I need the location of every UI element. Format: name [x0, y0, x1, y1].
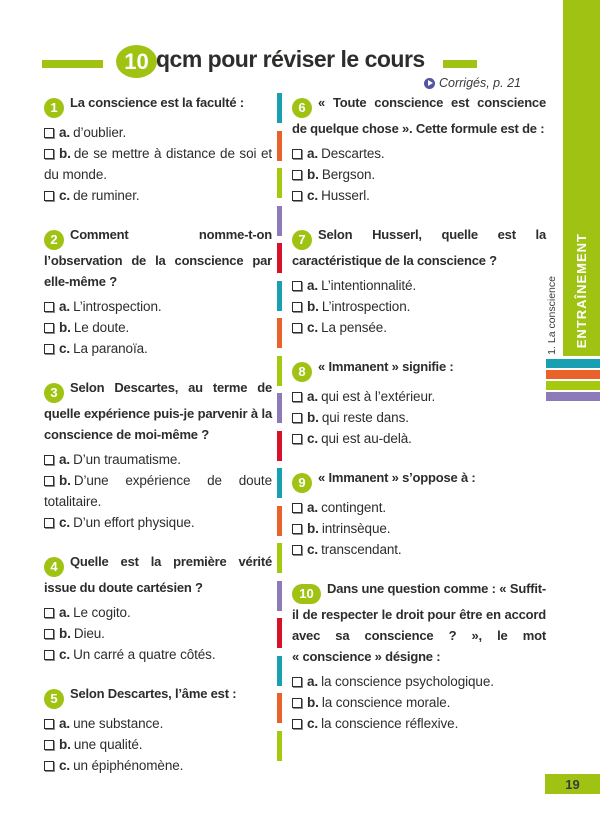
question-text: « Immanent » s’oppose à : [318, 470, 476, 485]
checkbox-icon[interactable] [44, 302, 54, 312]
checkbox-icon[interactable] [292, 323, 302, 333]
option-letter: b. [59, 473, 71, 488]
question-heading [44, 551, 272, 598]
checkbox-icon[interactable] [44, 149, 54, 159]
checkbox-icon[interactable] [44, 476, 54, 486]
question-text: Selon Husserl, quelle est la caractéristique de la conscience ? [292, 227, 546, 268]
option-text: intrinsèque. [321, 521, 391, 536]
option-letter: a. [307, 278, 319, 293]
question-heading [44, 224, 272, 292]
checkbox-icon[interactable] [292, 413, 302, 423]
option-text: L’intentionnalité. [321, 278, 417, 293]
option-letter: b. [59, 737, 71, 752]
sidebar-bar [546, 392, 600, 401]
question-heading [292, 467, 546, 493]
question-block [292, 224, 546, 338]
option-letter: a. [307, 674, 319, 689]
answer-option[interactable] [44, 470, 272, 512]
question-block [44, 683, 272, 776]
option-letter: a. [307, 389, 319, 404]
checkbox-icon[interactable] [44, 740, 54, 750]
answer-option[interactable] [292, 671, 546, 692]
question-heading [292, 356, 546, 382]
question-text: « Immanent » signifie : [318, 359, 454, 374]
option-text: La paranoïa. [73, 341, 148, 356]
divider-segment [277, 281, 282, 311]
question-heading [292, 578, 546, 667]
checkbox-icon[interactable] [44, 629, 54, 639]
option-letter: b. [307, 521, 319, 536]
corriges-link[interactable] [424, 76, 521, 90]
checkbox-icon[interactable] [44, 761, 54, 771]
option-text: la conscience psychologique. [321, 674, 494, 689]
question-options [292, 497, 546, 560]
question-text: Selon Descartes, l’âme est : [70, 686, 237, 701]
divider-segment [277, 506, 282, 536]
questions-column-right [292, 92, 546, 752]
option-text: de se mettre à distance de soi et du monde. [44, 146, 272, 182]
answer-option[interactable] [292, 713, 546, 734]
question-options [292, 671, 546, 734]
answer-option[interactable] [44, 317, 272, 338]
answer-option[interactable] [44, 338, 272, 359]
option-letter: a. [59, 452, 71, 467]
option-text: Le doute. [73, 320, 130, 335]
option-text: Un carré a quatre côtés. [73, 647, 216, 662]
sidebar-bar [546, 381, 600, 390]
question-text: Quelle est la première vérité issue du doute cartésien ? [44, 554, 272, 595]
question-number-badge: 6 [292, 98, 312, 118]
checkbox-icon[interactable] [292, 719, 302, 729]
divider-segment [277, 393, 282, 423]
divider-segment [277, 693, 282, 723]
question-options [44, 296, 272, 359]
question-number-badge: 9 [292, 473, 312, 493]
option-text: L’introspection. [73, 299, 162, 314]
option-text: un épiphénomène. [73, 758, 184, 773]
question-number-badge: 8 [292, 362, 312, 382]
question-heading [292, 224, 546, 271]
divider-segment [277, 618, 282, 648]
option-letter: c. [59, 515, 71, 530]
divider-segment [277, 656, 282, 686]
question-options [44, 122, 272, 206]
answer-option[interactable] [44, 143, 272, 185]
option-letter: c. [307, 188, 319, 203]
option-text: une qualité. [73, 737, 143, 752]
divider-segment [277, 468, 282, 498]
option-text: Le cogito. [73, 605, 131, 620]
option-text: D’une expérience de doute totalitaire. [44, 473, 272, 509]
divider-segment [277, 581, 282, 611]
divider-segment [277, 131, 282, 161]
question-text: Dans une question comme : « Suffit-il de respecter le droit pour être en accord avec sa conscience ? », le mot « conscience » désigne : [292, 581, 546, 664]
answer-option[interactable] [292, 164, 546, 185]
question-block [44, 224, 272, 359]
question-number-badge: 5 [44, 689, 64, 709]
checkbox-icon[interactable] [44, 518, 54, 528]
option-text: Husserl. [321, 188, 370, 203]
option-letter: a. [59, 716, 71, 731]
question-block [292, 356, 546, 449]
divider-segment [277, 206, 282, 236]
checkbox-icon[interactable] [292, 698, 302, 708]
answer-option[interactable] [292, 428, 546, 449]
option-letter: c. [307, 320, 319, 335]
checkbox-icon[interactable] [292, 281, 302, 291]
answer-option[interactable] [292, 692, 546, 713]
option-letter: b. [59, 626, 71, 641]
option-letter: b. [307, 299, 319, 314]
question-options [44, 602, 272, 665]
option-letter: c. [307, 716, 319, 731]
question-heading [44, 92, 272, 118]
answer-option[interactable] [292, 497, 546, 518]
divider-segment [277, 243, 282, 273]
question-number-badge: 7 [292, 230, 312, 250]
checkbox-icon[interactable] [44, 608, 54, 618]
option-text: L’introspection. [321, 299, 411, 314]
question-block [44, 551, 272, 665]
question-options [44, 713, 272, 776]
answer-option[interactable] [44, 512, 272, 533]
option-letter: b. [307, 695, 319, 710]
checkbox-icon[interactable] [292, 191, 302, 201]
option-text: D’un effort physique. [73, 515, 195, 530]
checkbox-icon[interactable] [44, 128, 54, 138]
option-letter: a. [59, 125, 71, 140]
checkbox-icon[interactable] [292, 302, 302, 312]
question-block [292, 92, 546, 206]
question-heading [292, 92, 546, 139]
divider-segment [277, 168, 282, 198]
answer-option[interactable] [44, 185, 272, 206]
question-options [292, 143, 546, 206]
option-letter: a. [59, 605, 71, 620]
answer-option[interactable] [44, 713, 272, 734]
divider-segment [277, 431, 282, 461]
checkbox-icon[interactable] [44, 455, 54, 465]
checkbox-icon[interactable] [44, 650, 54, 660]
sidebar-color-bars [546, 359, 600, 403]
questions-column-left [44, 92, 272, 794]
option-text: qui reste dans. [321, 410, 409, 425]
option-text: transcendant. [321, 542, 402, 557]
answer-option[interactable] [44, 623, 272, 644]
answer-option[interactable] [44, 296, 272, 317]
qcm-count-badge: 10 [116, 45, 157, 78]
answer-option[interactable] [44, 755, 272, 776]
option-text: Dieu. [73, 626, 105, 641]
question-heading [44, 683, 272, 709]
question-text: Selon Descartes, au terme de quelle expérience puis-je parvenir à la conscience de moi-même ? [44, 380, 272, 442]
divider-segment [277, 543, 282, 573]
checkbox-icon[interactable] [44, 323, 54, 333]
question-options [44, 449, 272, 533]
option-letter: c. [307, 431, 319, 446]
answer-option[interactable] [44, 449, 272, 470]
checkbox-icon[interactable] [44, 344, 54, 354]
answer-option[interactable] [44, 644, 272, 665]
question-block [44, 377, 272, 533]
chapter-label: 1. La conscience [546, 276, 558, 355]
option-letter: b. [307, 410, 319, 425]
question-block [44, 92, 272, 206]
question-number-badge: 10 [292, 584, 321, 604]
page-number-badge [545, 774, 600, 794]
option-text: D’un traumatisme. [73, 452, 181, 467]
option-letter: c. [59, 647, 71, 662]
corriges-label: Corrigés, p. 21 [439, 76, 521, 90]
question-number-badge: 1 [44, 98, 64, 118]
checkbox-icon[interactable] [44, 719, 54, 729]
answer-option[interactable] [292, 185, 546, 206]
checkbox-icon[interactable] [292, 524, 302, 534]
checkbox-icon[interactable] [292, 434, 302, 444]
answer-option[interactable] [292, 539, 546, 560]
title-right-rule [443, 60, 477, 68]
title-left-rule [42, 60, 103, 68]
question-number-badge: 4 [44, 557, 64, 577]
option-letter: c. [307, 542, 319, 557]
option-text: qui est au-delà. [321, 431, 412, 446]
option-text: contingent. [321, 500, 387, 515]
divider-segment [277, 93, 282, 123]
question-block [292, 578, 546, 734]
option-text: Bergson. [321, 167, 376, 182]
question-options [292, 386, 546, 449]
answer-option[interactable] [292, 275, 546, 296]
checkbox-icon[interactable] [44, 191, 54, 201]
sidebar-tab-label: ENTRAÎNEMENT [574, 232, 589, 348]
option-letter: a. [307, 146, 319, 161]
answer-option[interactable] [292, 143, 546, 164]
checkbox-icon[interactable] [292, 392, 302, 402]
answer-option[interactable] [292, 317, 546, 338]
question-text: « Toute conscience est conscience de quelque chose ». Cette formule est de : [292, 95, 546, 136]
play-icon [424, 78, 435, 89]
option-text: La pensée. [321, 320, 387, 335]
option-letter: b. [307, 167, 319, 182]
question-number-badge: 3 [44, 383, 64, 403]
option-letter: a. [307, 500, 319, 515]
answer-option[interactable] [292, 518, 546, 539]
divider-segment [277, 318, 282, 348]
option-letter: c. [59, 341, 71, 356]
question-number-badge: 2 [44, 230, 64, 250]
option-text: une substance. [73, 716, 164, 731]
option-text: d’oublier. [73, 125, 127, 140]
option-text: la conscience morale. [321, 695, 451, 710]
option-text: de ruminer. [73, 188, 140, 203]
sidebar-bar [546, 370, 600, 379]
answer-option[interactable] [292, 296, 546, 317]
answer-option[interactable] [44, 602, 272, 623]
checkbox-icon[interactable] [292, 503, 302, 513]
option-letter: c. [59, 758, 71, 773]
question-options [292, 275, 546, 338]
option-letter: b. [59, 320, 71, 335]
checkbox-icon[interactable] [292, 677, 302, 687]
divider-segment [277, 356, 282, 386]
divider-segment [277, 731, 282, 761]
checkbox-icon[interactable] [292, 170, 302, 180]
column-divider [277, 93, 282, 768]
question-heading [44, 377, 272, 445]
checkbox-icon[interactable] [292, 545, 302, 555]
sidebar-bar [546, 359, 600, 368]
question-text: Comment nomme-t-on l’observation de la conscience par elle-même ? [44, 227, 272, 289]
option-text: la conscience réflexive. [321, 716, 459, 731]
question-text: La conscience est la faculté : [70, 95, 244, 110]
option-letter: b. [59, 146, 71, 161]
answer-option[interactable] [44, 734, 272, 755]
answer-option[interactable] [44, 122, 272, 143]
option-text: qui est à l’extérieur. [321, 389, 436, 404]
page-title: qcm pour réviser le cours [156, 46, 425, 72]
question-block [292, 467, 546, 560]
checkbox-icon[interactable] [292, 149, 302, 159]
option-letter: a. [59, 299, 71, 314]
answer-option[interactable] [292, 386, 546, 407]
page-number: 19 [565, 776, 580, 792]
option-text: Descartes. [321, 146, 385, 161]
option-letter: c. [59, 188, 71, 203]
answer-option[interactable] [292, 407, 546, 428]
